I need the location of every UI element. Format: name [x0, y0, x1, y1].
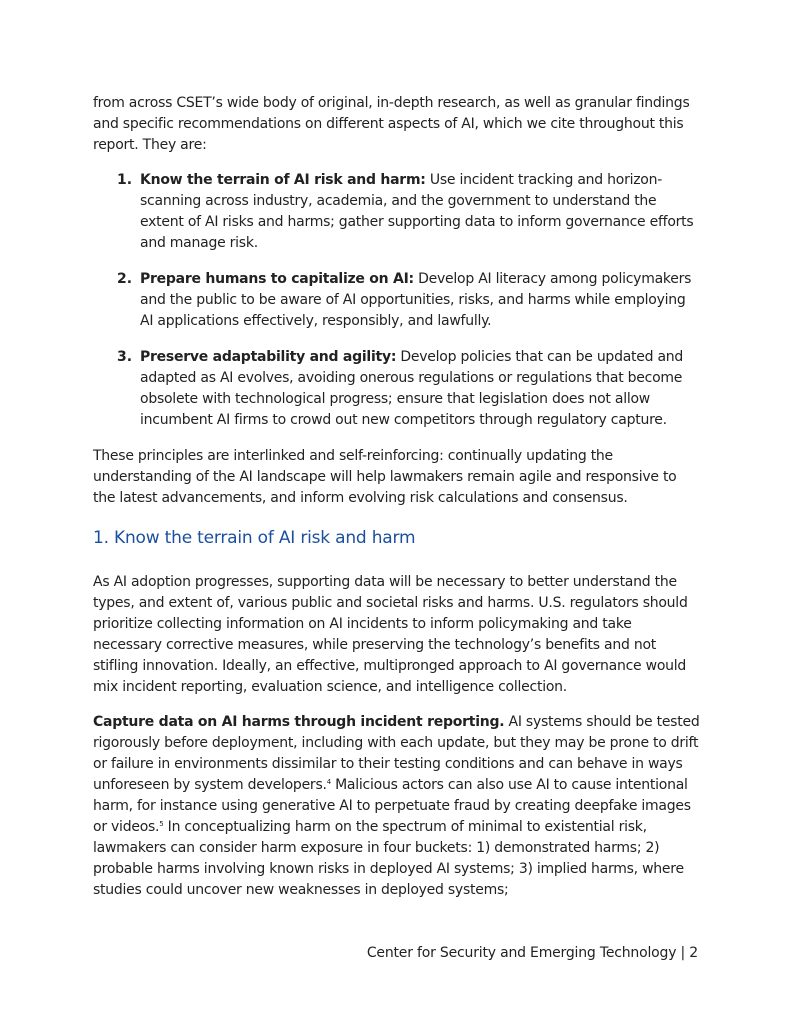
principle-text [140, 347, 701, 431]
page-footer: Center for Security and Emerging Technology | 2 [366, 945, 698, 961]
principles-list [93, 170, 701, 431]
principle-item [93, 170, 701, 254]
footnote-ref-4[interactable]: 4 [326, 778, 331, 786]
principle-number: 1. [117, 172, 133, 188]
document-body [93, 93, 701, 915]
principles-summary: These principles are interlinked and self-reinforcing: continually updating the understanding of the AI landscape will help lawmakers remain agile and responsive to the latest advancements, and inform evolving risk calculations and consensus. [93, 448, 677, 506]
principle-lead: Preserve adaptability and agility: [140, 349, 397, 365]
paragraph-text-c: In conceptualizing harm on the spectrum of minimal to existential risk, lawmakers can consider harm exposure in four buckets: 1) demonstrated harms; 2) probable harms involving known risks in deployed AI systems; 3) implied harms, where studies could uncover new weaknesses in deployed systems; [93, 819, 684, 898]
principle-text [140, 170, 701, 254]
paragraph-lead: Capture data on AI harms through incident reporting. [93, 714, 505, 730]
principle-item [93, 347, 701, 431]
principle-lead: Prepare humans to capitalize on AI: [140, 271, 414, 287]
paragraph-text-b: Malicious actors can also use AI to cause intentional harm, for instance using generative AI to perpetuate fraud by creating deepfake images or videos. [93, 777, 691, 835]
paragraph-text-a: AI systems should be tested rigorously before deployment, including with each update, but they may be prone to drift or failure in environments dissimilar to their testing conditions and can behave in ways unforeseen by system developers. [93, 714, 700, 793]
principle-number: 3. [117, 349, 133, 365]
section-paragraph-1: As AI adoption progresses, supporting data will be necessary to better understand the types, and extent of, various public and societal risks and harms. U.S. regulators should prioritize collecting information on AI incidents to inform policymaking and take necessary corrective measures, while preserving the technology’s benefits and not stifling innovation. Ideally, an effective, multipronged approach to AI governance would mix incident reporting, evaluation science, and intelligence collection. [93, 574, 688, 695]
principle-item [93, 269, 701, 332]
principle-lead: Know the terrain of AI risk and harm: [140, 172, 426, 188]
principle-body: Develop AI literacy among policymakers and the public to be aware of AI opportunities, risks, and harms while employing AI applications effectively, responsibly, and lawfully. [140, 271, 692, 329]
section-heading: 1. Know the terrain of AI risk and harm [93, 528, 416, 548]
footnote-ref-5[interactable]: 5 [159, 820, 164, 828]
principle-text [140, 269, 701, 332]
principle-body: Develop policies that can be updated and adapted as AI evolves, avoiding onerous regulations or regulations that become obsolete with technological progress; ensure that legislation does not allow incumbent AI firms to crowd out new competitors through regulatory capture. [140, 349, 684, 428]
principle-body: Use incident tracking and horizon-scanning across industry, academia, and the government to understand the extent of AI risks and harms; gather supporting data to inform governance efforts and manage risk. [140, 172, 694, 251]
intro-paragraph: from across CSET’s wide body of original, in-depth research, as well as granular findings and specific recommendations on different aspects of AI, which we cite throughout this report. They are: [93, 95, 690, 153]
section-paragraph-2 [93, 712, 701, 901]
principle-number: 2. [117, 271, 133, 287]
